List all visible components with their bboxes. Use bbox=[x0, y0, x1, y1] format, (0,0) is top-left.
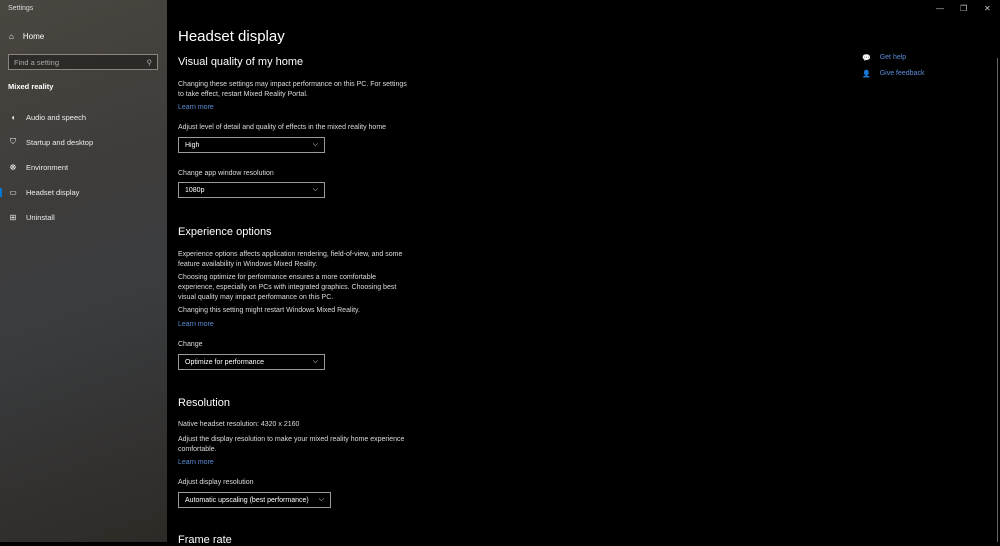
chevron-down-icon: ⌵ bbox=[318, 496, 324, 503]
sidebar-item-environment[interactable] bbox=[0, 158, 167, 176]
chevron-down-icon: ⌵ bbox=[312, 358, 318, 365]
search-input[interactable] bbox=[8, 54, 158, 70]
adjust-label: Adjust display resolution bbox=[178, 479, 254, 486]
close-button[interactable]: ✕ bbox=[984, 4, 991, 13]
app-title: Settings bbox=[8, 5, 34, 12]
chevron-down-icon: ⌵ bbox=[312, 186, 318, 193]
give-feedback-link[interactable] bbox=[862, 70, 924, 78]
app-resolution-dropdown[interactable] bbox=[178, 182, 325, 198]
visual-learn-more[interactable]: Learn more bbox=[178, 104, 214, 111]
display-resolution-dropdown[interactable] bbox=[178, 492, 331, 508]
nav-label: Audio and speech bbox=[26, 112, 87, 122]
scrollbar[interactable] bbox=[997, 58, 998, 542]
headset-startup-icon: ⛉ bbox=[10, 137, 16, 146]
headset-icon: ◖ bbox=[10, 112, 16, 122]
minimize-button[interactable]: — bbox=[936, 4, 944, 13]
change-label: Change bbox=[178, 341, 203, 348]
chevron-down-icon: ⌵ bbox=[312, 141, 318, 148]
sidebar-item-uninstall[interactable] bbox=[0, 208, 167, 226]
feedback-icon: 👤 bbox=[862, 71, 871, 78]
detail-label: Adjust level of detail and quality of effects in the mixed reality home bbox=[178, 124, 387, 131]
visual-heading: Visual quality of my home bbox=[178, 56, 304, 68]
resolution-desc: Adjust the display resolution to make your mixed reality home experience comfortable. bbox=[178, 436, 405, 453]
dropdown-value: Optimize for performance bbox=[185, 358, 264, 366]
sidebar-item-startup[interactable] bbox=[0, 133, 167, 151]
feedback-label: Give feedback bbox=[879, 70, 925, 77]
detail-dropdown[interactable] bbox=[178, 137, 325, 153]
dropdown-value: High bbox=[185, 141, 200, 149]
people-icon: ☸ bbox=[9, 162, 17, 172]
home-icon: ⌂ bbox=[9, 32, 14, 41]
res-label: Change app window resolution bbox=[178, 170, 274, 177]
experience-p3: Changing this setting might restart Windows Mixed Reality. bbox=[178, 307, 360, 314]
home-label: Home bbox=[22, 32, 45, 41]
headset-display-icon: ▭ bbox=[9, 187, 17, 197]
search-placeholder: Find a setting bbox=[14, 58, 60, 67]
sidebar-item-headset-display[interactable] bbox=[0, 183, 167, 201]
nav-label: Environment bbox=[26, 162, 69, 172]
uninstall-icon: ⊞ bbox=[9, 212, 17, 222]
get-help-link[interactable] bbox=[862, 54, 906, 62]
nav-label: Uninstall bbox=[26, 212, 55, 222]
sidebar-home[interactable] bbox=[9, 32, 44, 41]
dropdown-value: 1080p bbox=[185, 186, 205, 194]
resolution-learn-more[interactable]: Learn more bbox=[178, 459, 214, 466]
section-title: Mixed reality bbox=[8, 82, 54, 91]
nav-label: Headset display bbox=[26, 187, 80, 197]
experience-learn-more[interactable]: Learn more bbox=[178, 321, 214, 328]
framerate-heading: Frame rate bbox=[178, 534, 232, 546]
experience-p1: Experience options affects application rendering, field-of-view, and some feature availability in Windows Mixed Reality. bbox=[178, 251, 403, 268]
visual-desc: Changing these settings may impact performance on this PC. For settings to take effect, restart Mixed Reality Portal. bbox=[178, 81, 407, 98]
resolution-heading: Resolution bbox=[178, 397, 230, 409]
experience-heading: Experience options bbox=[178, 226, 272, 238]
search-icon: ⚲ bbox=[146, 58, 152, 67]
sidebar bbox=[0, 0, 167, 542]
nav-label: Startup and desktop bbox=[26, 137, 94, 147]
native-resolution: Native headset resolution: 4320 x 2160 bbox=[178, 421, 300, 428]
help-icon: 💬 bbox=[862, 55, 871, 62]
get-help-label: Get help bbox=[879, 54, 907, 61]
dropdown-value: Automatic upscaling (best performance) bbox=[185, 496, 309, 504]
experience-p2: Choosing optimize for performance ensures a more comfortable experience, especially on PCs with integrated graphics. Choosing best visual quality may impact performance on this PC. bbox=[178, 274, 397, 301]
experience-dropdown[interactable] bbox=[178, 354, 325, 370]
page-title: Headset display bbox=[178, 28, 285, 45]
sidebar-item-audio[interactable] bbox=[0, 108, 167, 126]
restore-button[interactable]: ❐ bbox=[960, 4, 968, 13]
